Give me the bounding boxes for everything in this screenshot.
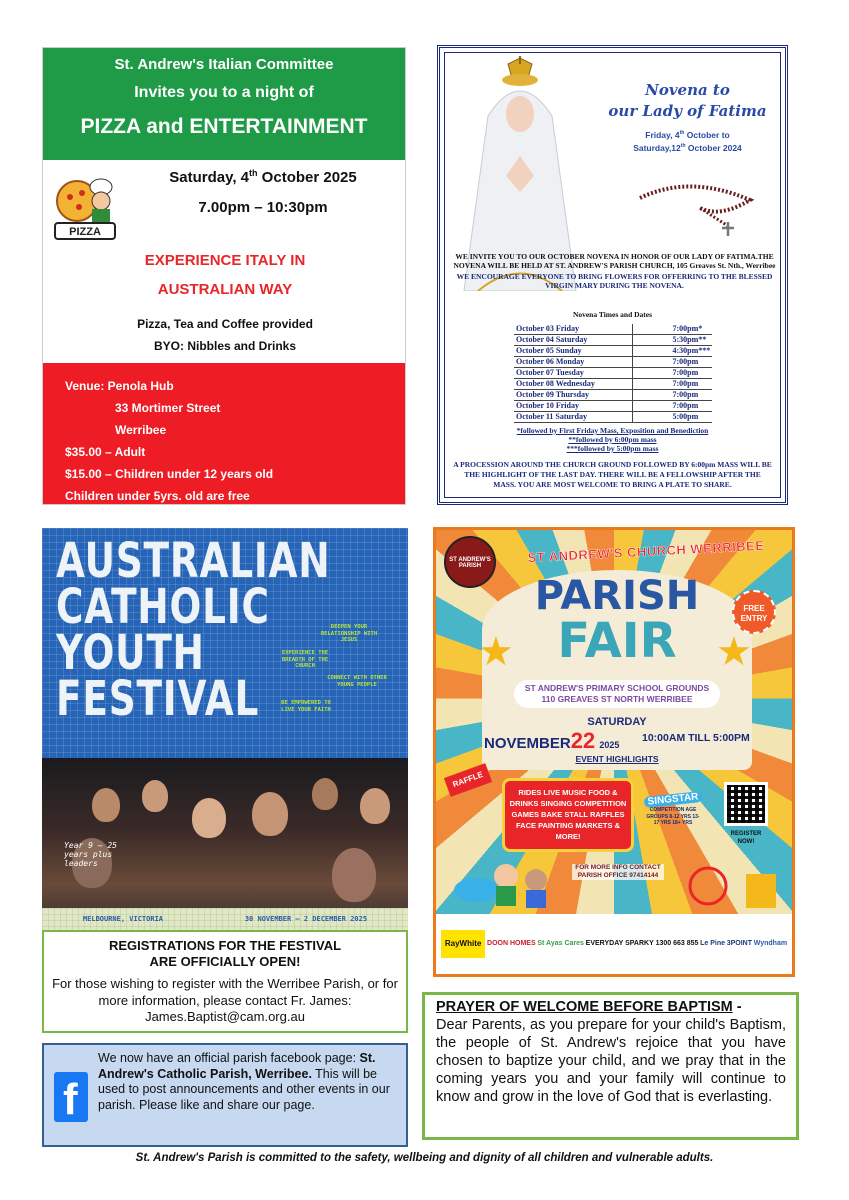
schedule-heading: Novena Times and Dates <box>572 310 653 319</box>
registration-heading: REGISTRATIONS FOR THE FESTIVAL ARE OFFICIALLY OPEN! <box>108 938 342 969</box>
baptism-prayer-box <box>422 992 799 1140</box>
flyer-header-band <box>43 48 405 160</box>
singstar-age-groups: COMPETITION AGE GROUPS 8-12 YRS 13-17 YRS 18+ YRS <box>646 807 700 826</box>
age-range: Year 9 – 25 years plus leaders <box>64 841 117 868</box>
rosary-image <box>630 178 780 238</box>
pizza-night-flyer <box>42 47 406 505</box>
sponsor-logo: St Ayas Cares <box>537 940 584 947</box>
catering-info: Pizza, Tea and Coffee provided BYO: Nibbles and Drinks <box>137 317 313 353</box>
festival-dates: 30 NOVEMBER – 2 DECEMBER 2025 <box>244 915 368 923</box>
child-price: $15.00 – Children under 12 years old <box>65 467 274 481</box>
table-row: October 11 Saturday 5:00pm <box>514 412 712 423</box>
fair-title-parish: PARISH <box>534 573 700 619</box>
festival-location: MELBOURNE, VICTORIA <box>82 915 163 923</box>
safeguarding-footer: St. Andrew's Parish is committed to the safety, wellbeing and dignity of all children and vulnerable adults. <box>135 1152 714 1164</box>
fair-location: ST ANDREW'S PRIMARY SCHOOL GROUNDS 110 GREAVES ST NORTH WERRIBEE <box>514 680 720 708</box>
youth-festival-poster <box>42 528 408 930</box>
table-row: October 08 Wednesday 7:00pm <box>514 379 712 390</box>
novena-title: Novena to our Lady of Fatima <box>608 81 767 120</box>
table-row: October 04 Saturday 5:30pm** <box>514 335 712 346</box>
venue-suburb: Werribee <box>115 423 167 437</box>
tagline-connect: CONNECT WITH OTHER YOUNG PEOPLE <box>327 675 387 688</box>
star-icon: ★ <box>478 630 514 674</box>
tagline-experience: EXPERIENCE THE BREADTH OF THE CHURCH <box>281 650 329 669</box>
fair-time: 10:00AM TILL 5:00PM <box>642 732 750 744</box>
event-highlights-heading: EVENT HIGHLIGHTS <box>575 754 659 764</box>
facebook-notice <box>42 1043 408 1147</box>
register-now-label: REGISTER NOW! <box>730 831 762 845</box>
event-date: Saturday, 4th October 2025 <box>169 168 357 186</box>
venue: Venue: Penola Hub <box>65 379 174 393</box>
novena-schedule-table <box>514 324 712 423</box>
event-title: PIZZA and ENTERTAINMENT <box>80 115 368 138</box>
procession-note: A PROCESSION AROUND THE CHURCH GROUND FOLLOWED BY 6:00pm MASS WILL BE THE HIGHLIGHT OF THE LAST DAY. THERE WILL BE A FELLOWSHIP AFTER THE MASS. YOU ARE MOST WELCOME TO BRING A PLATE TO SHARE. <box>453 460 772 489</box>
invite-line: Invites you to a night of <box>134 84 314 101</box>
parish-fair-poster <box>433 527 795 977</box>
table-row: October 10 Friday 7:00pm <box>514 401 712 412</box>
fair-day: SATURDAY <box>587 716 647 728</box>
experience-italy: EXPERIENCE ITALY IN AUSTRALIAN WAY <box>144 252 306 298</box>
table-row: October 07 Tuesday 7:00pm <box>514 368 712 379</box>
qr-code-icon <box>724 782 768 826</box>
fair-church-name: ST ANDREW'S CHURCH WERRIBEE <box>527 537 765 566</box>
festival-info-strip <box>42 908 408 930</box>
pizza-chef-icon <box>49 171 121 243</box>
festival-title: AUSTRALIAN CATHOLIC YOUTH FESTIVAL <box>56 533 331 727</box>
registration-body: For those wishing to register with the Werribee Parish, or for more information, please contact Fr. James: James.Baptist@cam.org.au <box>52 976 398 1024</box>
event-time: 7.00pm – 10:30pm <box>198 199 328 216</box>
adult-price: $35.00 – Adult <box>65 445 146 459</box>
table-row: October 05 Sunday 4:30pm*** <box>516 346 711 356</box>
table-row: October 06 Monday 7:00pm <box>514 357 712 368</box>
novena-flyer <box>437 45 788 505</box>
free-entry-badge: FREE ENTRY <box>732 590 776 634</box>
facebook-icon: f <box>54 1072 88 1122</box>
fair-title-fair: FAIR <box>557 613 677 669</box>
facebook-page-name: St. Andrew's Catholic Parish, Werribee. <box>98 1051 376 1081</box>
novena-invitation: WE INVITE YOU TO OUR OCTOBER NOVENA IN HONOR OF OUR LADY OF FATIMA.THE NOVENA WILL BE HELD AT ST. ANDREW'S PARISH CHURCH, 105 Greaves St. Nth., Werribee WE ENCOURAGE EVERYONE TO BRING FLOWERS FOR OFFERRING TO THE BLESSED VIRGIN MARY DURING THE NOVENA. <box>453 252 776 290</box>
committee-line: St. Andrew's Italian Committee <box>114 56 334 73</box>
sponsor-logo: Le Pine <box>700 940 726 947</box>
sponsor-strip <box>436 914 792 974</box>
fair-contact: FOR MORE INFO CONTACT PARISH OFFICE 97414144 <box>572 864 664 880</box>
raffle-tag: RAFFLE <box>444 763 492 797</box>
venue-street: 33 Mortimer Street <box>115 401 221 415</box>
tagline-empowered: BE EMPOWERED TO LIVE YOUR FAITH <box>281 700 331 713</box>
venue-and-prices <box>43 363 406 505</box>
novena-dates: Friday, 4th October to Saturday,12th October 2024 <box>633 129 742 153</box>
prayer-heading: PRAYER OF WELCOME BEFORE BAPTISM - <box>436 999 742 1015</box>
parish-seal-logo: ST ANDREW'S PARISH <box>444 536 496 588</box>
sponsor-logo: RayWhite <box>441 930 485 958</box>
fair-activities: RIDES LIVE MUSIC FOOD & DRINKS SINGING COMPETITION GAMES BAKE STALL RAFFLES FACE PAINTING MARKETS & MORE! <box>502 778 634 852</box>
facebook-text: We now have an official parish facebook page: St. Andrew's Catholic Parish, Werribee. This will be used to post announcements and other events in our parish. Please like and share our page. <box>98 1051 390 1112</box>
table-row: October 03 Friday 7:00pm* <box>514 324 712 335</box>
sponsor-logo: DOON HOMES <box>487 940 536 947</box>
singstar-logo: SINGSTAR <box>644 791 703 808</box>
sponsor-logo: 3POINT <box>726 940 753 947</box>
sponsor-logo: Wyndham <box>753 940 788 947</box>
registration-box <box>42 930 408 1033</box>
prayer-body: Dear Parents, as you prepare for your child's Baptism, the people of St. Andrew's rejoice that you have chosen to baptize your child, and we pray that in the coming years you and your family will continue to know and grow in the love of God that is everlasting. <box>436 1017 786 1105</box>
tagline-deepen: DEEPEN YOUR RELATIONSHIP WITH JESUS <box>320 624 378 643</box>
table-row: October 09 Thursday 7:00pm <box>514 390 712 401</box>
fair-date: NOVEMBER22 2025 <box>484 728 620 753</box>
schedule-notes: *followed by First Friday Mass, Exposition and Benediction **followed by 6:00pm mass ***followed by 5:00pm mass <box>516 426 709 453</box>
free-note: Children under 5yrs. old are free <box>65 489 250 503</box>
pizza-logo-text: PIZZA <box>69 226 101 238</box>
sponsor-logo: EVERYDAY SPARKY 1300 663 855 <box>585 940 699 947</box>
star-icon: ★ <box>716 630 752 674</box>
